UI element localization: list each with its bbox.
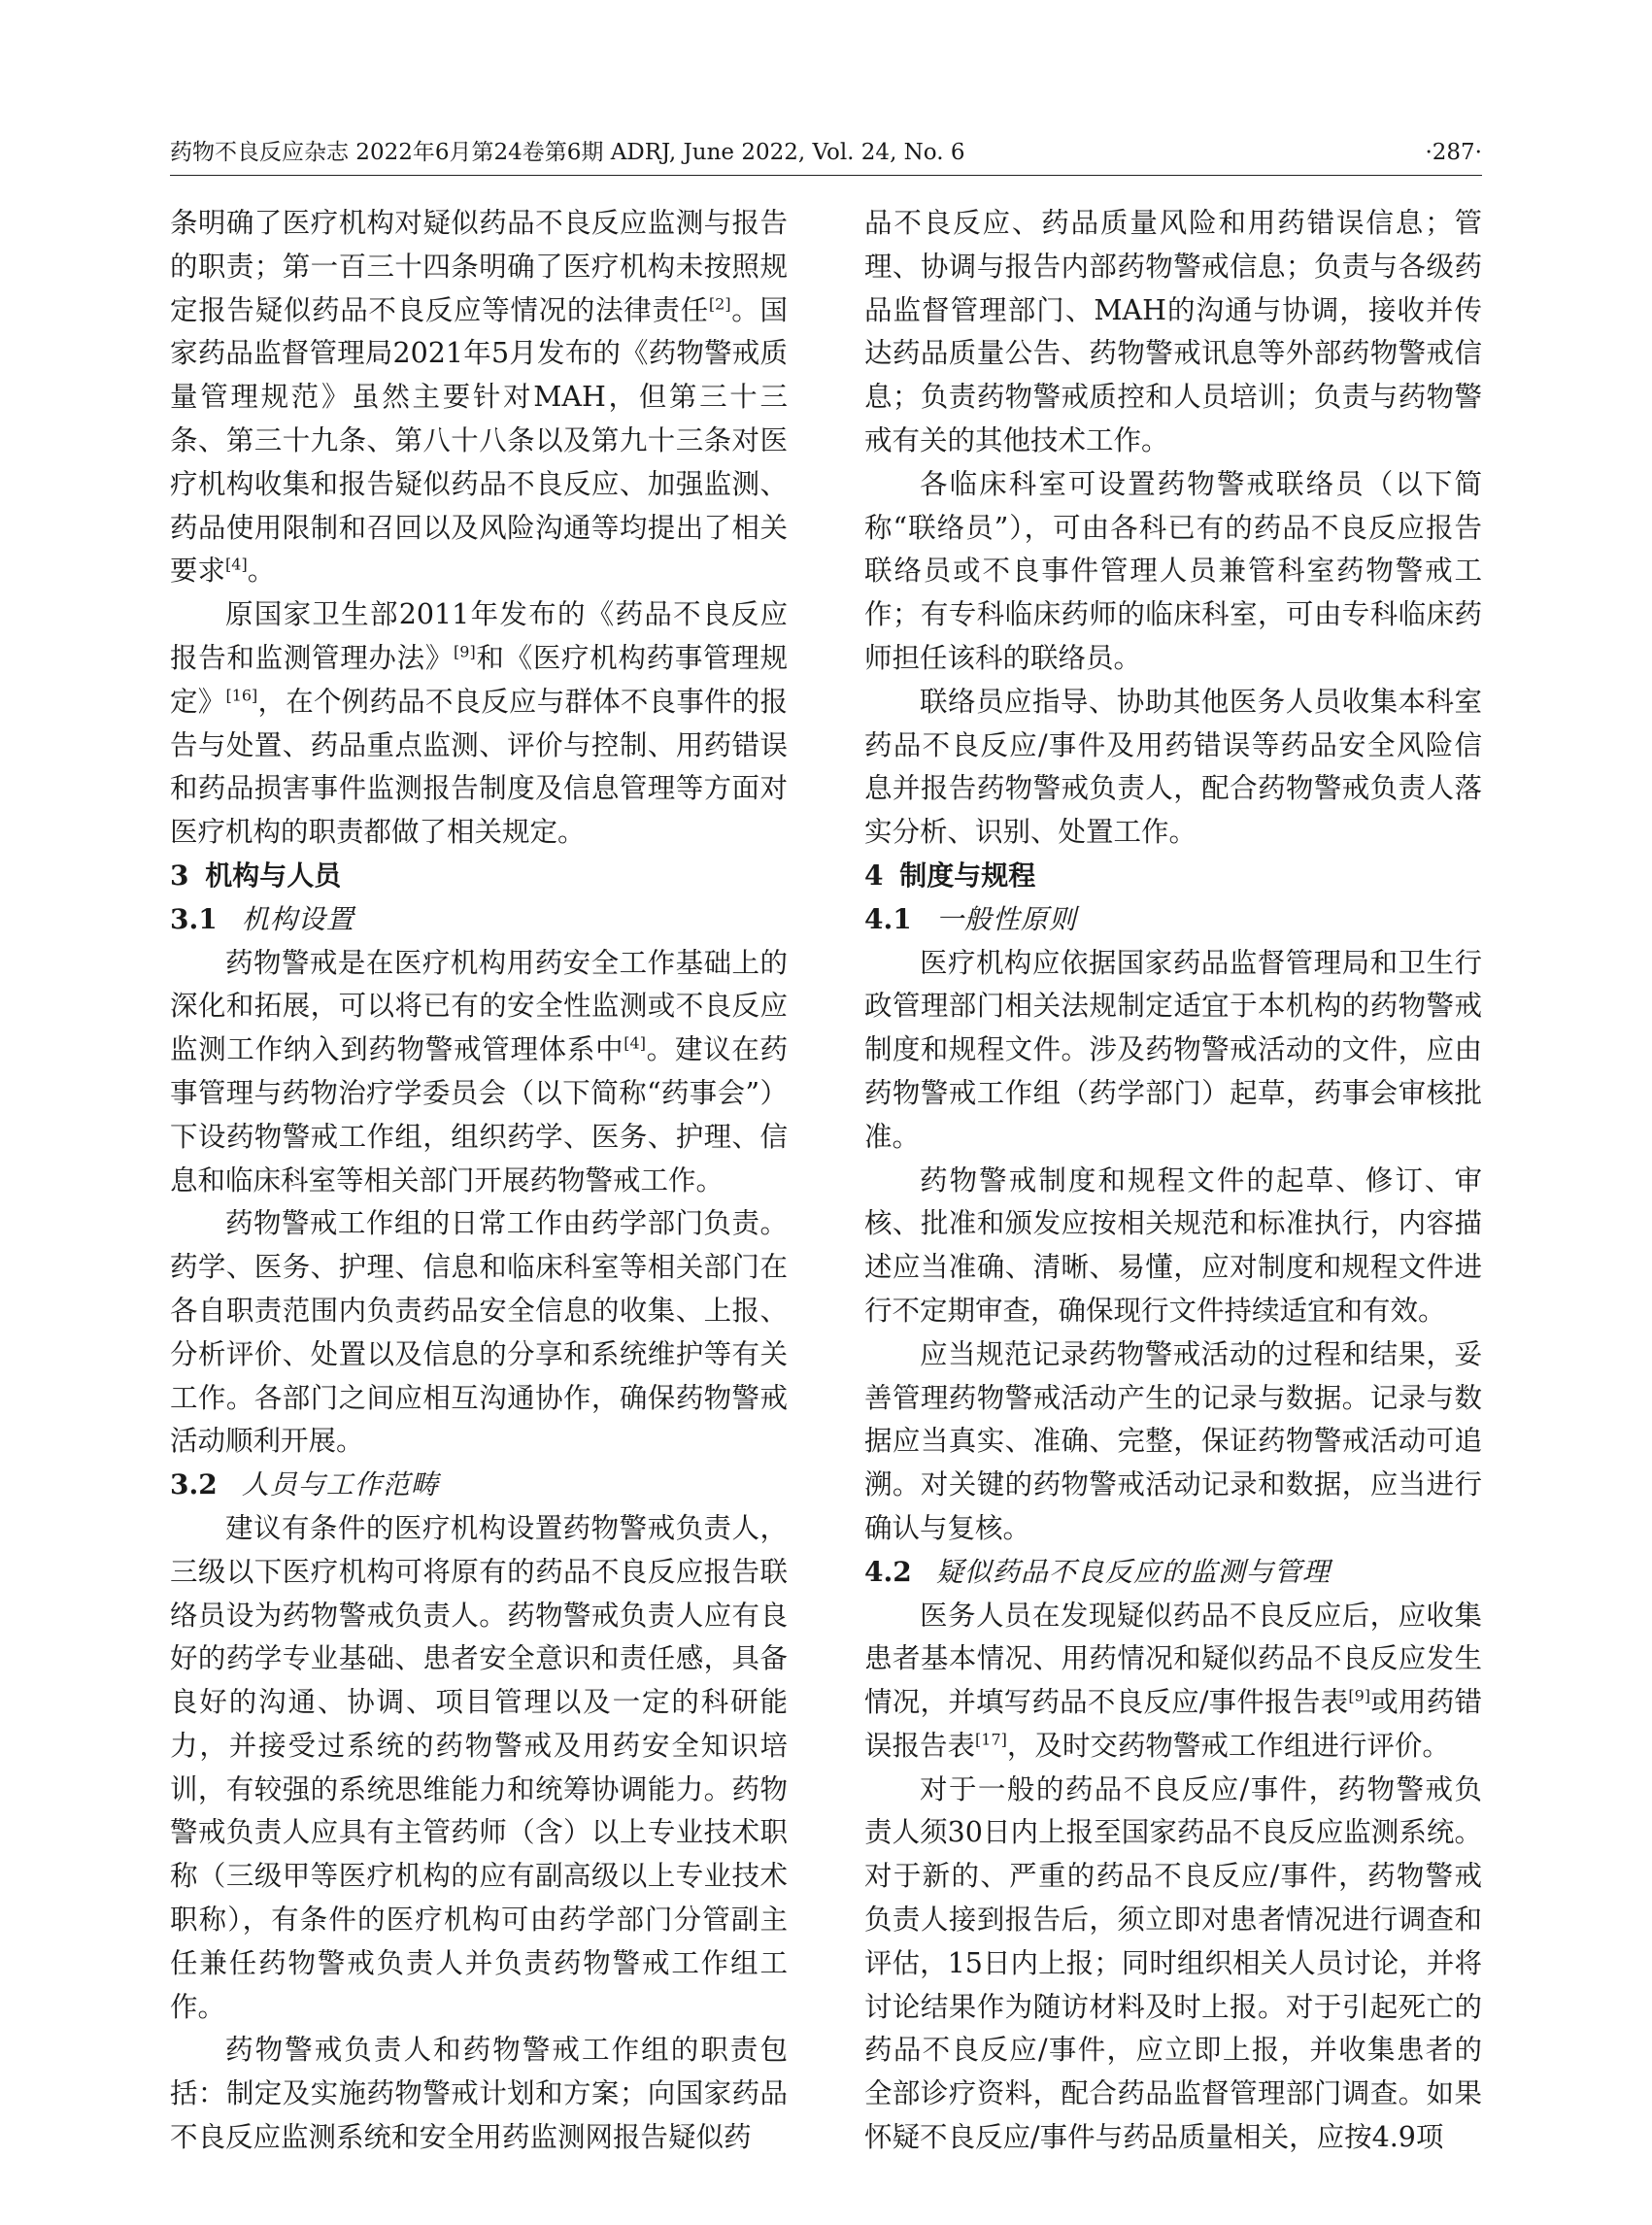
citation-ref: [2] [708,294,731,314]
citation-ref: [4] [624,1033,646,1053]
paragraph-text: 对于一般的药品不良反应/事件，药物警戒负责人须30日内上报至国家药品不良反应监测系统。对于新的、严重的药品不良反应/事件，药物警戒负责人接到报告后，须立即对患者情况进行调查和评估，15日内上报；同时组织相关人员讨论，并将讨论结果作为随访材料及时上报。对于引起死亡的药品不良反应/事件，应立即上报，并收集患者的全部诊疗资料，配合药品监督管理部门调查。如果怀疑不良反应/事件与药品质量相关，应按4.9项 [864,1772,1482,2154]
paragraph-text: 和《医疗机构药事管理规定》 [170,641,788,718]
paragraph [864,1160,1482,1333]
heading-number: 3.2 [170,1468,218,1501]
paragraph-text: 药物警戒制度和规程文件的起草、修订、审核、批准和颁发应按相关规范和标准执行，内容描述应当准确、清晰、易懂，应对制度和规程文件进行不定期审查，确保现行文件持续适宜和有效。 [864,1163,1482,1327]
left-column [170,202,788,2160]
paragraph-text: 品不良反应、药品质量风险和用药错误信息；管理、协调与报告内部药物警戒信息；负责与各级药品监督管理部门、MAH的沟通与协调，接收并传达药品质量公告、药物警戒讯息等外部药物警戒信息；负责药物警戒质控和人员培训；负责与药物警戒有关的其他技术工作。 [864,207,1482,456]
paragraph [864,681,1482,855]
page-number: ·287· [1425,140,1482,165]
heading-title: 制度与规程 [899,859,1036,892]
paragraph-text: 建议有条件的医疗机构设置药物警戒负责人，三级以下医疗机构可将原有的药品不良反应报告联络员设为药物警戒负责人。药物警戒负责人应有良好的药学专业基础、患者安全意识和责任感，具备良好的沟通、协调、项目管理以及一定的科研能力，并接受过系统的药物警戒及用药安全知识培训，有较强的系统思维能力和统筹协调能力。药物警戒负责人应具有主管药师（含）以上专业技术职称（三级甲等医疗机构的应有副高级以上专业技术职称），有条件的医疗机构可由药学部门分管副主任兼任药物警戒负责人并负责药物警戒工作组工作。 [170,1511,788,2023]
paragraph [864,1595,1482,1769]
running-header [170,136,1482,176]
section-heading [170,855,788,898]
heading-title: 疑似药品不良反应的监测与管理 [935,1555,1331,1588]
paragraph-text: 。建议在药事管理与药物治疗学委员会（以下简称“药事会”）下设药物警戒工作组，组织药学、医务、护理、信息和临床科室等相关部门开展药物警戒工作。 [170,1033,788,1197]
paragraph-text: 原国家卫生部2011年发布的《药品不良反应报告和监测管理办法》 [170,598,788,674]
subsection-heading [170,898,788,942]
paragraph-text: ，及时交药物警戒工作组进行评价。 [1006,1729,1450,1762]
subsection-heading [170,1464,788,1507]
paragraph [170,2029,788,2159]
paragraph-text: 药物警戒工作组的日常工作由药学部门负责。药学、医务、护理、信息和临床科室等相关部门在各自职责范围内负责药品安全信息的收集、上报、分析评价、处置以及信息的分享和系统维护等有关工作。各部门之间应相互沟通协作，确保药物警戒活动顺利开展。 [170,1207,788,1458]
journal-citation: 药物不良反应杂志 2022年6月第24卷第6期 ADRJ, June 2022, Vol. 24, No. 6 [170,140,965,165]
section-heading [864,855,1482,898]
heading-title: 机构设置 [241,902,354,935]
subsection-heading [864,1551,1482,1595]
paragraph-text: 药物警戒是在医疗机构用药安全工作基础上的深化和拓展，可以将已有的安全性监测或不良反应监测工作纳入到药物警戒管理体系中 [170,946,788,1066]
paragraph-text: 或用药错误报告表 [864,1686,1482,1762]
citation-ref: [9] [454,642,476,661]
paragraph [170,942,788,1203]
heading-title: 机构与人员 [205,859,342,892]
paragraph-text: 应当规范记录药物警戒活动的过程和结果，妥善管理药物警戒活动产生的记录与数据。记录与数据应当真实、准确、完整，保证药物警戒活动可追溯。对关键的药物警戒活动记录和数据，应当进行确认与复核。 [864,1337,1482,1544]
paragraph [864,1769,1482,2160]
heading-number: 3 [170,859,189,892]
paragraph-text: 。国家药品监督管理局2021年5月发布的《药物警戒质量管理规范》虽然主要针对MAH，但第三十三条、第三十九条、第八十八条以及第九十三条对医疗机构收集和报告疑似药品不良反应、加强监测、药品使用限制和召回以及风险沟通等均提出了相关要求 [170,293,788,588]
paragraph-text: 医疗机构应依据国家药品监督管理局和卫生行政管理部门相关法规制定适宜于本机构的药物警戒制度和规程文件。涉及药物警戒活动的文件，应由药物警戒工作组（药学部门）起草，药事会审核批准。 [864,946,1482,1153]
paragraph-text: 药物警戒负责人和药物警戒工作组的职责包括：制定及实施药物警戒计划和方案；向国家药品不良反应监测系统和安全用药监测网报告疑似药 [170,2034,788,2154]
citation-ref: [9] [1348,1686,1371,1705]
citation-ref: [17] [975,1730,1007,1749]
paragraph-text: 医务人员在发现疑似药品不良反应后，应收集患者基本情况、用药情况和疑似药品不良反应发生情况，并填写药品不良反应/事件报告表 [864,1599,1482,1719]
paragraph-text: 条明确了医疗机构对疑似药品不良反应监测与报告的职责；第一百三十四条明确了医疗机构未按照规定报告疑似药品不良反应等情况的法律责任 [170,207,788,326]
paragraph [864,202,1482,463]
paragraph [864,463,1482,681]
citation-ref: [4] [225,555,248,574]
subsection-heading [864,898,1482,942]
citation-ref: [16] [225,686,258,705]
paragraph-text: ，在个例药品不良反应与群体不良事件的报告与处置、药品重点监测、评价与控制、用药错误和药品损害事件监测报告制度及信息管理等方面对医疗机构的职责都做了相关规定。 [170,685,788,849]
heading-number: 3.1 [170,902,218,935]
paragraph-text: 联络员应指导、协助其他医务人员收集本科室药品不良反应/事件及用药错误等药品安全风险信息并报告药物警戒负责人，配合药物警戒负责人落实分析、识别、处置工作。 [864,685,1482,849]
paragraph-text: 。 [247,555,276,588]
heading-title: 一般性原则 [935,902,1077,935]
heading-title: 人员与工作范畴 [241,1468,439,1501]
right-column [864,202,1482,2160]
paragraph [170,202,788,593]
paragraph [864,1333,1482,1551]
paragraph-text: 各临床科室可设置药物警戒联络员（以下简称“联络员”），可由各科已有的药品不良反应报告联络员或不良事件管理人员兼管科室药物警戒工作；有专科临床药师的临床科室，可由专科临床药师担任该科的联络员。 [864,467,1482,674]
heading-number: 4 [864,859,884,892]
paragraph [170,1202,788,1464]
paragraph [170,593,788,855]
paragraph [864,942,1482,1160]
heading-number: 4.2 [864,1555,912,1588]
paragraph [170,1507,788,2030]
heading-number: 4.1 [864,902,912,935]
